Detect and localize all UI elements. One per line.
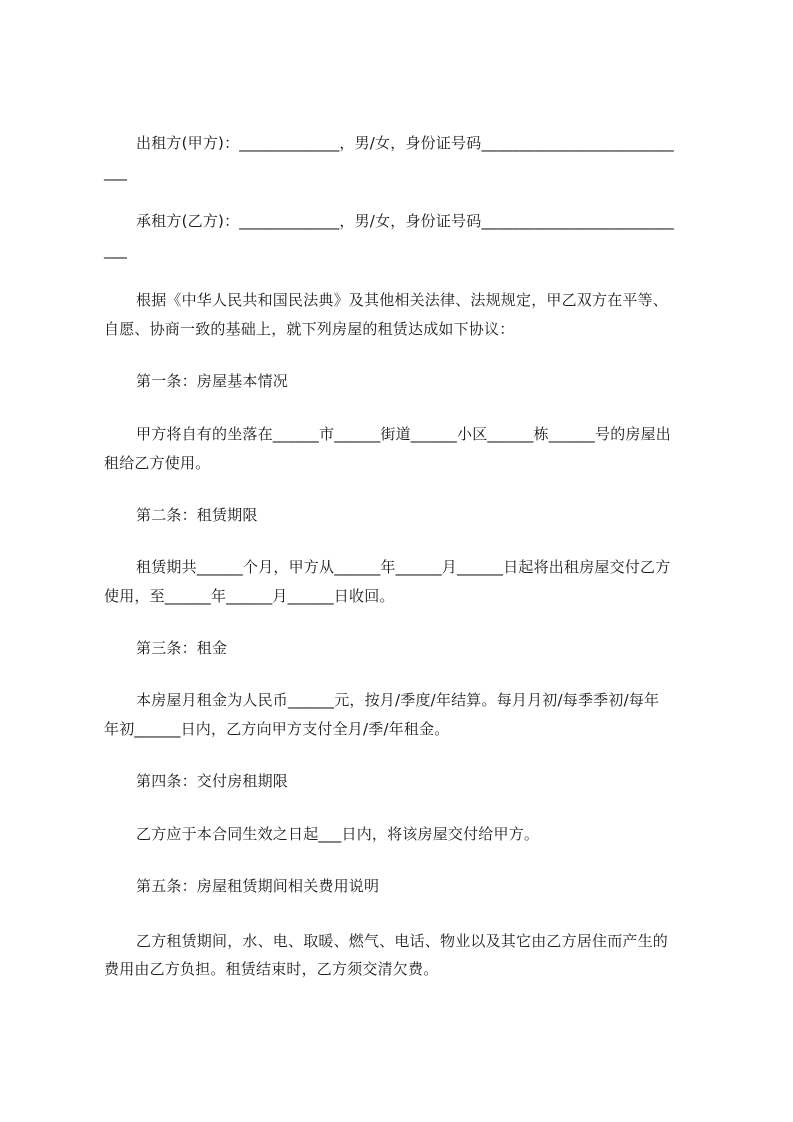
preamble-line-2: 自愿、协商一致的基础上，就下列房屋的租赁达成如下协议： [104, 320, 515, 338]
lessor-line-continuation: ___ [104, 163, 128, 181]
article-4-heading: 第四条：交付房租期限 [136, 772, 289, 790]
article-1-body-line-2: 租给乙方使用。 [104, 454, 211, 472]
preamble-line-1: 根据《中华人民共和国民法典》及其他相关法律、法规规定，甲乙双方在平等、 [136, 291, 669, 309]
article-3-heading: 第三条：租金 [136, 639, 228, 657]
lessee-line: 承租方(乙方)：_____________，男/女，身份证号码_________________________ [136, 212, 674, 230]
article-5-body-line-1: 乙方租赁期间，水、电、取暖、燃气、电话、物业以及其它由乙方居住而产生的 [136, 932, 669, 950]
article-1-heading: 第一条：房屋基本情况 [136, 372, 289, 390]
article-2-heading: 第二条：租赁期限 [136, 506, 258, 524]
lessee-line-continuation: ___ [104, 241, 128, 259]
article-1-body-line-1: 甲方将自有的坐落在______市______街道______小区______栋______号的房屋出 [136, 425, 672, 443]
article-2-body-line-1: 租赁期共______个月，甲方从______年______月______日起将出租房屋交付乙方 [136, 558, 671, 576]
article-2-body-line-2: 使用，至______年______月______日收回。 [104, 587, 395, 605]
article-3-body-line-2: 年初______日内，乙方向甲方支付全月/季/年租金。 [104, 720, 450, 738]
article-5-body-line-2: 费用由乙方负担。租赁结束时，乙方须交清欠费。 [104, 960, 439, 978]
article-3-body-line-1: 本房屋月租金为人民币______元，按月/季度/年结算。每月月初/每季季初/每年 [136, 691, 660, 709]
article-4-body: 乙方应于本合同生效之日起___日内，将该房屋交付给甲方。 [136, 825, 540, 843]
article-5-heading: 第五条：房屋租赁期间相关费用说明 [136, 877, 380, 895]
lessor-line: 出租方(甲方)：_____________，男/女，身份证号码_________________________ [136, 134, 674, 152]
